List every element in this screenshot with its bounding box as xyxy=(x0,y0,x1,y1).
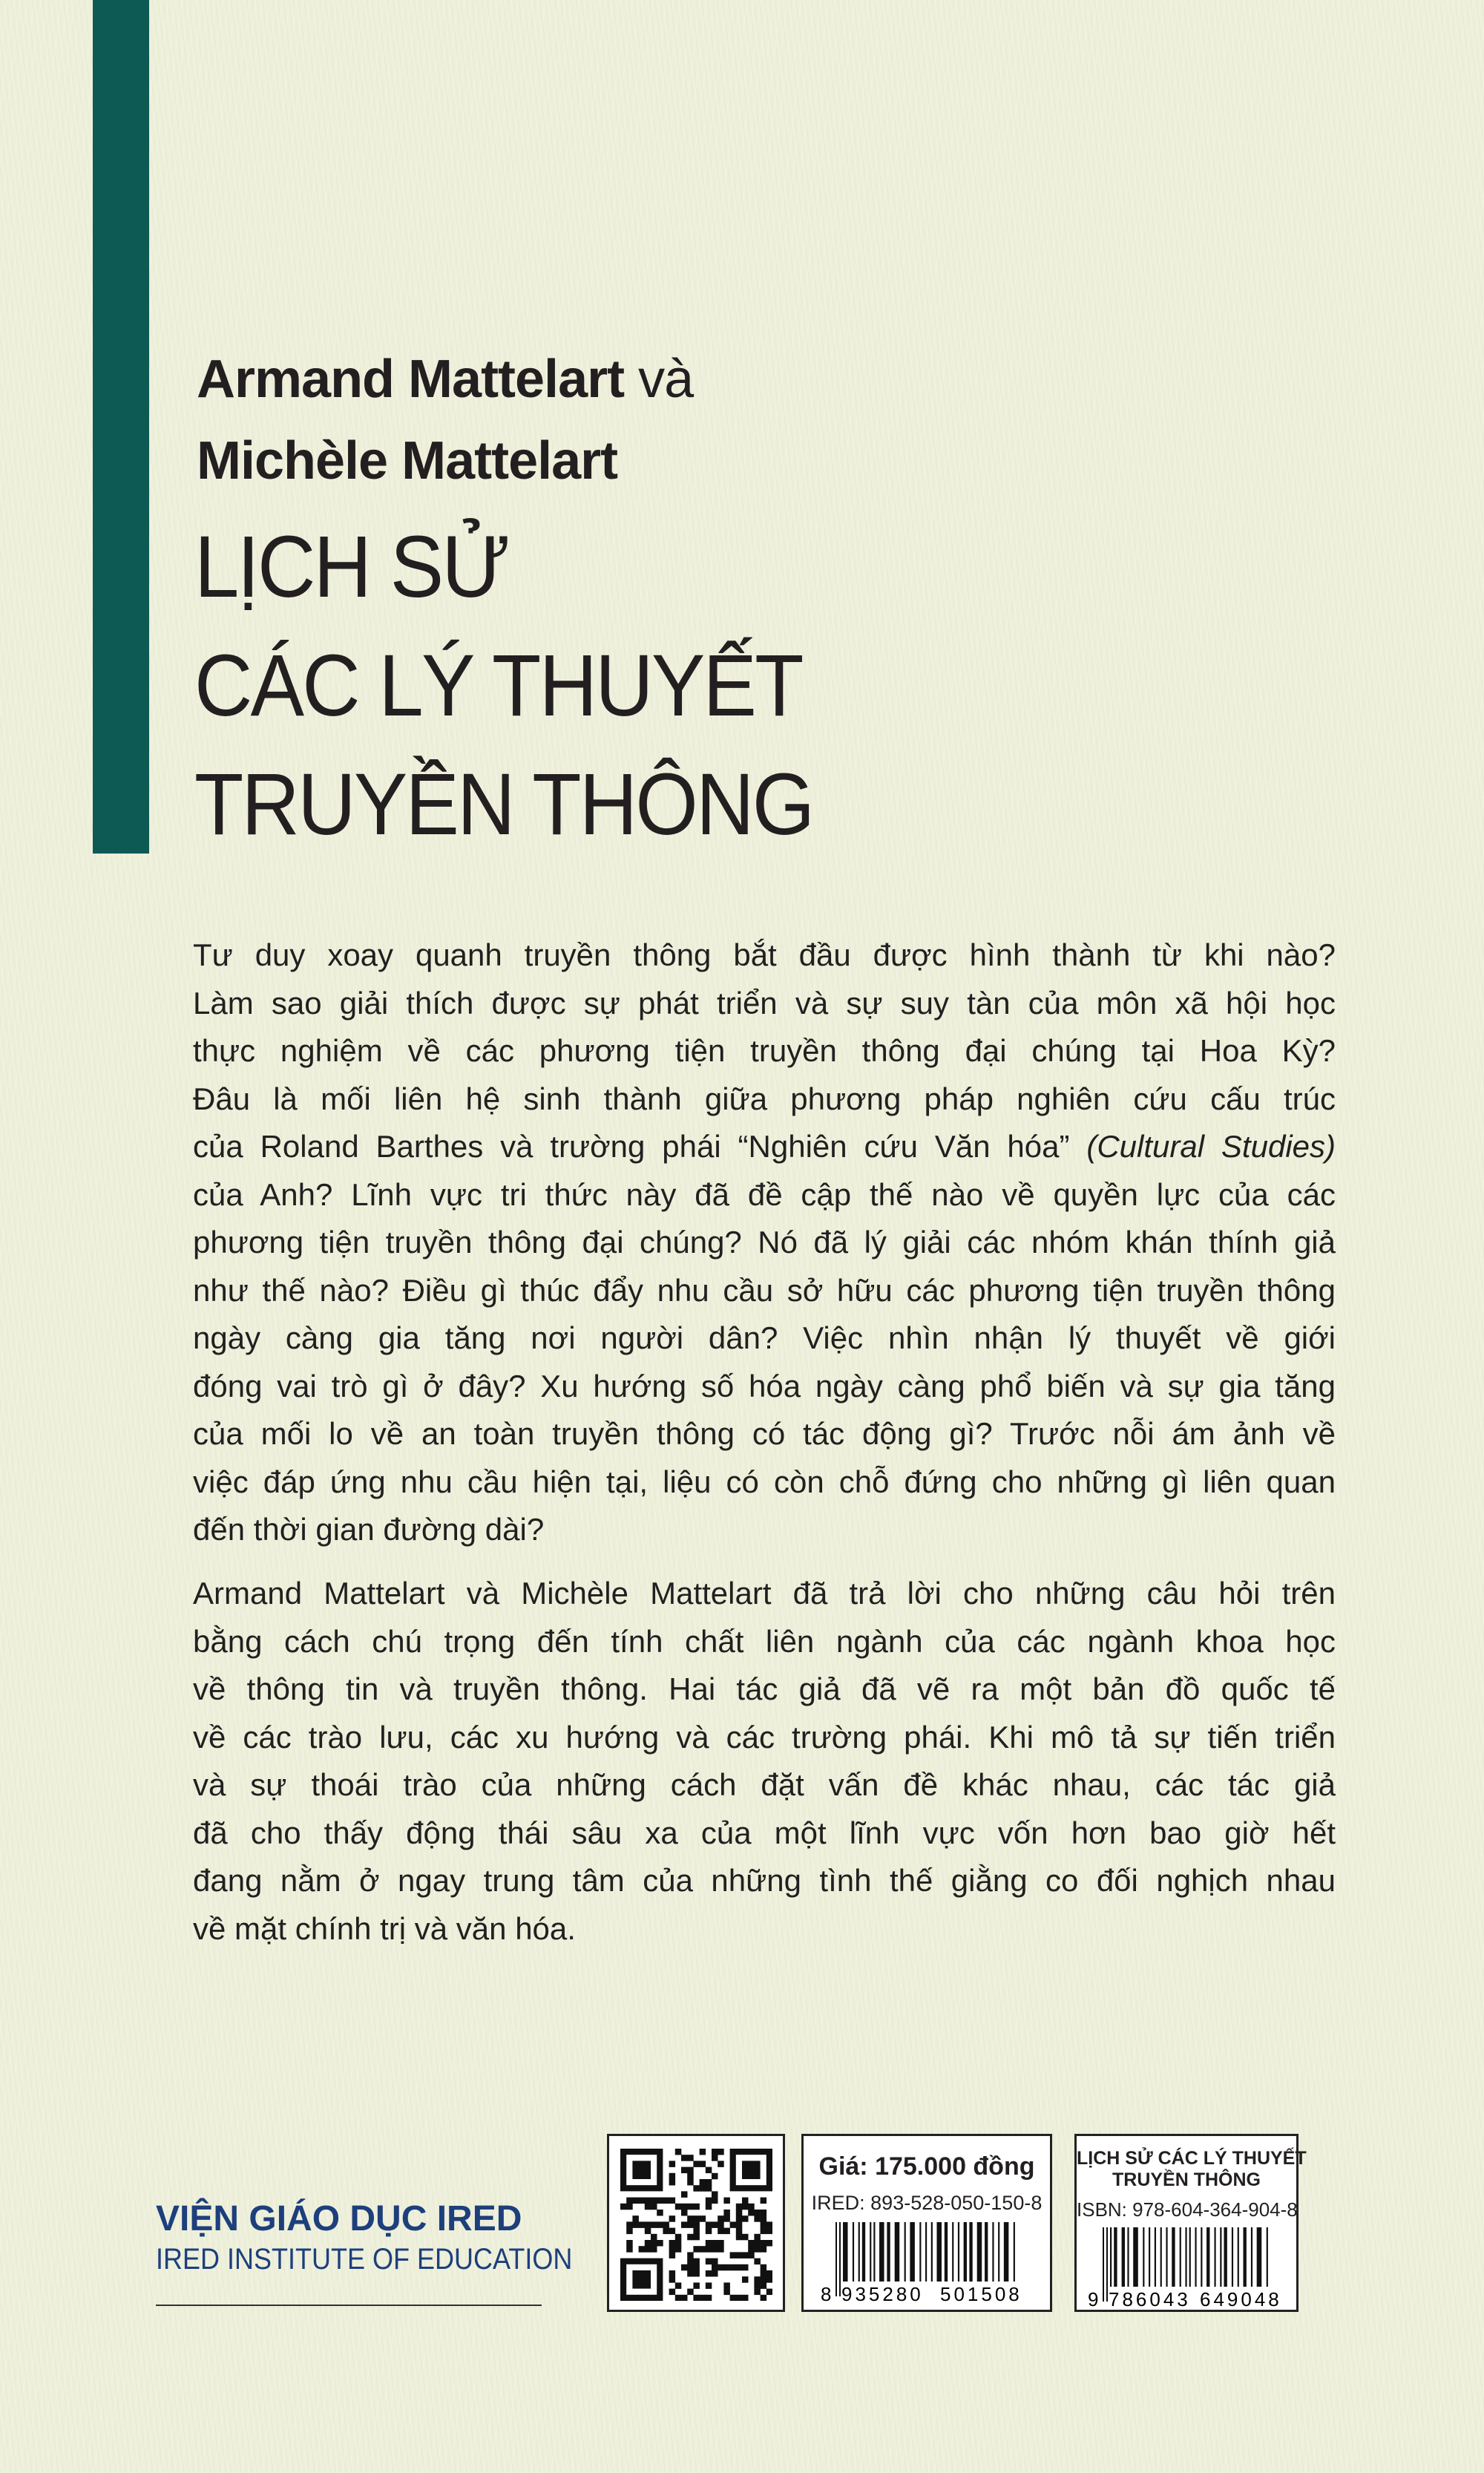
qr-module xyxy=(748,2210,755,2216)
barcode-bar xyxy=(1214,2227,1215,2287)
barcode-bar xyxy=(964,2222,967,2282)
qr-module xyxy=(712,2246,718,2253)
blurb-line: ngày càng gia tăng nơi người dân? Việc nhìn nhận lý thuyết về giới xyxy=(193,1320,1336,1355)
barcode-bar xyxy=(977,2222,982,2282)
qr-module xyxy=(712,2173,718,2180)
barcode-digits: 649048 xyxy=(1200,2288,1282,2309)
qr-box xyxy=(607,2134,785,2312)
qr-module xyxy=(651,2240,657,2247)
blurb-line: việc đáp ứng nhu cầu hiện tại, liệu có còn chỗ đứng cho những gì liên quan xyxy=(193,1464,1336,1499)
barcode-bar xyxy=(1149,2227,1150,2287)
qr-module xyxy=(693,2161,700,2167)
qr-finder-center xyxy=(632,2270,651,2289)
qr-module xyxy=(645,2240,651,2247)
qr-module xyxy=(723,2215,730,2222)
publisher-name-en: IRED INSTITUTE OF EDUCATION xyxy=(156,2243,573,2276)
qr-module xyxy=(639,2198,646,2204)
blurb-line: bằng cách chú trọng đến tính chất liên ngành của các ngành khoa học xyxy=(193,1623,1336,1659)
blurb-line: Đâu là mối liên hệ sinh thành giữa phương pháp nghiên cứu cấu trúc xyxy=(193,1081,1336,1116)
qr-module xyxy=(693,2259,700,2265)
qr-module xyxy=(687,2155,694,2161)
barcode-bar xyxy=(1160,2227,1162,2287)
barcode-bar xyxy=(1243,2227,1246,2287)
qr-code-icon xyxy=(620,2149,772,2301)
blurb-line: của mối lo về an toàn truyền thông có tác động gì? Trước nỗi ám ảnh về xyxy=(193,1416,1336,1451)
barcode-bar xyxy=(1143,2227,1144,2287)
qr-module xyxy=(681,2295,688,2301)
qr-module xyxy=(681,2264,688,2271)
barcode-bar xyxy=(1238,2227,1239,2287)
qr-module xyxy=(736,2228,743,2235)
qr-module xyxy=(687,2264,694,2271)
blurb-line: Tư duy xoay quanh truyền thông bắt đầu được hình thành từ khi nào? xyxy=(193,937,1336,972)
barcode-bar xyxy=(1251,2227,1252,2287)
qr-module xyxy=(761,2282,767,2289)
qr-module xyxy=(706,2259,712,2265)
isbn-code: ISBN: 978-604-364-904-8 xyxy=(1077,2198,1298,2221)
barcode-digits: 786043 xyxy=(1109,2288,1191,2309)
barcode-bar xyxy=(853,2222,854,2282)
barcode-bar xyxy=(1172,2227,1175,2287)
qr-module xyxy=(730,2264,737,2271)
barcode-bar xyxy=(1206,2227,1209,2287)
qr-module xyxy=(687,2204,694,2210)
blurb-line: phương tiện truyền thông đại chúng? Nó đã lý giải các nhóm khán thính giả xyxy=(193,1225,1336,1260)
barcode-bar xyxy=(1155,2227,1156,2287)
qr-module xyxy=(718,2221,724,2228)
qr-module xyxy=(681,2167,688,2174)
qr-module xyxy=(723,2198,730,2204)
qr-module xyxy=(718,2161,724,2167)
qr-module xyxy=(700,2246,706,2253)
qr-module xyxy=(669,2240,676,2247)
barcode-guard xyxy=(835,2222,837,2296)
qr-module xyxy=(761,2270,767,2277)
qr-module xyxy=(754,2282,761,2289)
qr-module xyxy=(754,2259,761,2265)
barcode-bar xyxy=(958,2222,959,2282)
qr-module xyxy=(651,2234,657,2241)
barcode-bar xyxy=(870,2222,871,2282)
qr-module xyxy=(657,2210,663,2216)
qr-module xyxy=(687,2234,694,2241)
ired-code: IRED: 893-528-050-150-8 xyxy=(811,2192,1043,2214)
qr-module xyxy=(736,2204,743,2210)
qr-module xyxy=(754,2234,761,2241)
barcode-bar xyxy=(1267,2227,1268,2287)
author-line-1 xyxy=(197,349,693,410)
publisher-divider xyxy=(156,2305,542,2306)
qr-module xyxy=(693,2234,700,2241)
qr-module xyxy=(761,2240,767,2247)
blurb-line: và sự thoái trào của những cách đặt vấn đề khác nhau, các tác giả xyxy=(193,1767,1336,1802)
author-conj: và xyxy=(638,350,694,409)
qr-module xyxy=(632,2221,639,2228)
barcode-bar xyxy=(1166,2227,1167,2287)
qr-finder-center xyxy=(632,2161,651,2179)
barcode-bar xyxy=(985,2222,988,2282)
qr-module xyxy=(742,2252,749,2259)
qr-module xyxy=(700,2149,706,2155)
qr-module xyxy=(736,2210,743,2216)
qr-module xyxy=(712,2240,718,2247)
barcode-bar xyxy=(1201,2227,1202,2287)
qr-module xyxy=(645,2221,651,2228)
qr-module xyxy=(754,2289,761,2296)
barcode-bar xyxy=(1189,2227,1191,2287)
qr-module xyxy=(712,2259,718,2265)
qr-module xyxy=(663,2198,669,2204)
qr-module xyxy=(645,2228,651,2235)
barcode-bar xyxy=(1004,2222,1009,2282)
qr-module xyxy=(693,2246,700,2253)
qr-module xyxy=(663,2228,669,2235)
qr-module xyxy=(748,2240,755,2247)
barcode-digit: 9 xyxy=(1088,2288,1102,2309)
qr-module xyxy=(706,2240,712,2247)
qr-module xyxy=(669,2270,676,2277)
qr-module xyxy=(687,2270,694,2277)
blurb-paragraph-2 xyxy=(193,1570,1336,1953)
qr-module xyxy=(742,2264,749,2271)
qr-module xyxy=(669,2161,676,2167)
qr-module xyxy=(626,2246,633,2253)
qr-module xyxy=(742,2234,749,2241)
barcode-bar xyxy=(895,2222,900,2282)
barcode-bar xyxy=(1195,2227,1196,2287)
qr-module xyxy=(675,2240,682,2247)
qr-module xyxy=(766,2240,772,2247)
qr-module xyxy=(712,2270,718,2277)
qr-module xyxy=(693,2270,700,2277)
price-barcode xyxy=(819,2222,1034,2304)
barcode-bar xyxy=(1180,2227,1181,2287)
qr-module xyxy=(712,2264,718,2271)
qr-module xyxy=(620,2204,627,2210)
qr-module xyxy=(681,2210,688,2216)
qr-module xyxy=(761,2264,767,2271)
qr-module xyxy=(657,2240,663,2247)
qr-module xyxy=(723,2264,730,2271)
barcode-bar xyxy=(925,2222,927,2282)
qr-module xyxy=(723,2282,730,2289)
qr-module xyxy=(669,2215,676,2222)
barcode-bar xyxy=(919,2222,921,2282)
qr-module xyxy=(754,2246,761,2253)
price-box xyxy=(801,2134,1052,2312)
qr-module xyxy=(718,2264,724,2271)
qr-module xyxy=(712,2191,718,2198)
qr-module xyxy=(675,2234,682,2241)
qr-module xyxy=(675,2282,682,2289)
qr-module xyxy=(693,2264,700,2271)
isbn-title-1: LỊCH SỬ CÁC LÝ THUYẾT xyxy=(1077,2148,1307,2169)
qr-finder-center xyxy=(742,2161,761,2179)
book-title-line-2: CÁC LÝ THUYẾT xyxy=(194,637,802,735)
qr-module xyxy=(742,2295,749,2301)
qr-module xyxy=(669,2276,676,2283)
qr-module xyxy=(718,2240,724,2247)
qr-module xyxy=(657,2198,663,2204)
blurb-line: của Anh? Lĩnh vực tri thức này đã đề cập thế nào về quyền lực của các xyxy=(193,1176,1336,1212)
price-label: Giá: 175.000 đồng xyxy=(818,2152,1035,2181)
qr-module xyxy=(693,2204,700,2210)
qr-module xyxy=(681,2155,688,2161)
qr-module xyxy=(700,2185,706,2192)
barcode-bar xyxy=(1232,2227,1233,2287)
qr-module xyxy=(742,2204,749,2210)
qr-module xyxy=(645,2198,651,2204)
qr-module xyxy=(754,2210,761,2216)
isbn-box xyxy=(1074,2134,1307,2312)
qr-module xyxy=(706,2295,712,2301)
qr-module xyxy=(693,2228,700,2235)
qr-module xyxy=(687,2221,694,2228)
qr-module xyxy=(651,2204,657,2210)
barcode-bar xyxy=(873,2222,875,2282)
barcode-bar xyxy=(1014,2222,1015,2282)
qr-module xyxy=(712,2155,718,2161)
barcode-bar xyxy=(945,2222,948,2282)
qr-module xyxy=(669,2179,676,2186)
qr-module xyxy=(693,2185,700,2192)
qr-module xyxy=(766,2228,772,2235)
barcode-guard xyxy=(839,2222,841,2296)
qr-module xyxy=(693,2221,700,2228)
qr-module xyxy=(723,2289,730,2296)
qr-module xyxy=(761,2276,767,2283)
qr-module xyxy=(761,2198,767,2204)
barcode-bar xyxy=(1220,2227,1221,2287)
qr-module xyxy=(632,2215,639,2222)
barcode-bar xyxy=(887,2222,890,2282)
qr-module xyxy=(669,2228,676,2235)
barcode-digits: 935280 xyxy=(841,2283,924,2304)
qr-module xyxy=(626,2198,633,2204)
blurb-line: về mặt chính trị và văn hóa. xyxy=(193,1910,576,1946)
qr-module xyxy=(754,2215,761,2222)
qr-module xyxy=(675,2204,682,2210)
qr-module xyxy=(723,2228,730,2235)
qr-module xyxy=(693,2215,700,2222)
qr-module xyxy=(681,2221,688,2228)
blurb-line: đóng vai trò gì ở đây? Xu hướng số hóa ngày càng phổ biến và sự gia tăng xyxy=(193,1368,1336,1403)
qr-module xyxy=(669,2246,676,2253)
qr-module xyxy=(742,2276,749,2283)
qr-module xyxy=(718,2149,724,2155)
qr-module xyxy=(723,2210,730,2216)
blurb-line: đã cho thấy động thái sâu xa của một lĩnh vực vốn hơn bao giờ hết xyxy=(193,1815,1336,1850)
barcode-bar xyxy=(858,2222,860,2282)
qr-module xyxy=(626,2240,633,2247)
blurb-line: về các trào lưu, các xu hướng và các trường phái. Khi mô tả sự tiến triển xyxy=(193,1719,1336,1755)
barcode-digits: 501508 xyxy=(940,2283,1022,2304)
barcode-bar xyxy=(969,2222,972,2282)
qr-module xyxy=(626,2204,633,2210)
qr-module xyxy=(706,2204,712,2210)
qr-module xyxy=(626,2228,633,2235)
qr-module xyxy=(645,2204,651,2210)
qr-module xyxy=(675,2246,682,2253)
italic-term: (Cultural Studies) xyxy=(1086,1129,1336,1164)
book-title-line-3: TRUYỀN THÔNG xyxy=(194,756,813,854)
barcode-bar xyxy=(910,2222,915,2282)
qr-module xyxy=(706,2221,712,2228)
qr-module xyxy=(736,2215,743,2222)
blurb-line: đang nằm ở ngay trung tâm của những tình thế giằng co đối nghịch nhau xyxy=(193,1863,1336,1898)
barcode-bar xyxy=(936,2222,942,2282)
qr-module xyxy=(730,2295,737,2301)
qr-module xyxy=(748,2204,755,2210)
author-first: Armand Mattelart xyxy=(197,350,625,409)
qr-module xyxy=(706,2228,712,2235)
qr-module xyxy=(645,2246,651,2253)
qr-module xyxy=(754,2240,761,2247)
qr-module xyxy=(736,2234,743,2241)
qr-module xyxy=(736,2252,743,2259)
qr-module xyxy=(687,2259,694,2265)
qr-module xyxy=(669,2252,676,2259)
barcode-bar xyxy=(1133,2227,1138,2287)
isbn-barcode xyxy=(1086,2227,1287,2309)
qr-module xyxy=(761,2228,767,2235)
accent-bar xyxy=(93,0,149,854)
barcode-bar xyxy=(1185,2227,1186,2287)
barcode-bar xyxy=(904,2222,906,2282)
blurb-line: của Roland Barthes và trường phái “Nghiên cứu Văn hóa” (Cultural Studies) xyxy=(193,1129,1336,1164)
qr-module xyxy=(766,2221,772,2228)
qr-module xyxy=(766,2276,772,2283)
author-second: Michèle Mattelart xyxy=(197,431,618,491)
barcode-bar xyxy=(1110,2227,1112,2287)
qr-module xyxy=(712,2198,718,2204)
qr-module xyxy=(748,2252,755,2259)
qr-module xyxy=(706,2179,712,2186)
barcode-guard xyxy=(1106,2227,1108,2302)
barcode-bar xyxy=(1122,2227,1125,2287)
barcode-bar xyxy=(1224,2227,1227,2287)
qr-module xyxy=(761,2221,767,2228)
qr-module xyxy=(687,2167,694,2174)
qr-module xyxy=(742,2198,749,2204)
qr-module xyxy=(639,2221,646,2228)
barcode-bar xyxy=(998,2222,999,2282)
qr-module xyxy=(736,2295,743,2301)
blurb-line: như thế nào? Điều gì thúc đẩy nhu cầu sở hữu các phương tiện truyền thông xyxy=(193,1272,1336,1308)
qr-module xyxy=(706,2198,712,2204)
barcode-bar xyxy=(931,2222,933,2282)
qr-module xyxy=(761,2210,767,2216)
qr-module xyxy=(706,2185,712,2192)
qr-module xyxy=(687,2252,694,2259)
qr-module xyxy=(651,2246,657,2253)
qr-module xyxy=(675,2149,682,2155)
blurb-line: thực nghiệm về các phương tiện truyền thông đại chúng tại Hoa Kỳ? xyxy=(193,1033,1336,1068)
qr-module xyxy=(687,2173,694,2180)
qr-module xyxy=(761,2295,767,2301)
qr-module xyxy=(687,2179,694,2186)
qr-module xyxy=(651,2198,657,2204)
qr-module xyxy=(669,2198,676,2204)
qr-module xyxy=(681,2204,688,2210)
qr-module xyxy=(632,2198,639,2204)
qr-module xyxy=(639,2246,646,2253)
qr-module xyxy=(700,2161,706,2167)
blurb-line: về thông tin và truyền thông. Hai tác giả đã vẽ ra một bản đồ quốc tế xyxy=(193,1671,1336,1706)
qr-module xyxy=(766,2270,772,2277)
qr-module xyxy=(706,2270,712,2277)
barcode-bar xyxy=(952,2222,953,2282)
blurb-line: Armand Mattelart và Michèle Mattelart đã trả lời cho những câu hỏi trên xyxy=(193,1576,1336,1611)
isbn-title-2: TRUYỀN THÔNG xyxy=(1112,2169,1261,2190)
qr-module xyxy=(718,2215,724,2222)
barcode-guard xyxy=(1103,2227,1104,2302)
qr-module xyxy=(693,2282,700,2289)
qr-module xyxy=(754,2276,761,2283)
barcode-bar xyxy=(843,2222,848,2282)
qr-module xyxy=(669,2289,676,2296)
qr-module xyxy=(700,2215,706,2222)
qr-module xyxy=(700,2179,706,2186)
qr-module xyxy=(730,2252,737,2259)
qr-module xyxy=(730,2221,737,2228)
barcode-bar xyxy=(1114,2227,1117,2287)
qr-module xyxy=(742,2215,749,2222)
blurb-line: Làm sao giải thích được sự phát triển và sự suy tàn của môn xã hội học xyxy=(193,985,1336,1021)
barcode-bar xyxy=(1127,2227,1129,2287)
qr-module xyxy=(687,2289,694,2296)
qr-module xyxy=(706,2246,712,2253)
qr-module xyxy=(706,2167,712,2174)
qr-module xyxy=(712,2221,718,2228)
qr-module xyxy=(736,2221,743,2228)
qr-module xyxy=(700,2295,706,2301)
qr-module xyxy=(748,2246,755,2253)
publisher-name: VIỆN GIÁO DỤC IRED xyxy=(156,2199,522,2238)
qr-module xyxy=(626,2221,633,2228)
blurb-paragraph-1 xyxy=(193,931,1336,1554)
qr-module xyxy=(766,2289,772,2296)
qr-module xyxy=(693,2295,700,2301)
qr-module xyxy=(651,2221,657,2228)
qr-module xyxy=(663,2221,669,2228)
qr-module xyxy=(675,2295,682,2301)
qr-module xyxy=(681,2191,688,2198)
qr-module xyxy=(718,2228,724,2235)
barcode-bar xyxy=(862,2222,865,2282)
qr-module xyxy=(712,2149,718,2155)
qr-module xyxy=(669,2173,676,2180)
qr-module xyxy=(657,2221,663,2228)
qr-module xyxy=(736,2264,743,2271)
barcode-bar xyxy=(992,2222,994,2282)
barcode-bar xyxy=(879,2222,884,2282)
barcode-bar xyxy=(1257,2227,1262,2287)
qr-module xyxy=(761,2215,767,2222)
qr-module xyxy=(706,2282,712,2289)
book-title-line-1: LỊCH SỬ xyxy=(194,518,509,616)
qr-module xyxy=(718,2246,724,2253)
qr-module xyxy=(761,2246,767,2253)
qr-module xyxy=(687,2215,694,2222)
blurb-line: đến thời gian đường dài? xyxy=(193,1512,545,1547)
barcode-digit: 8 xyxy=(821,2283,835,2304)
